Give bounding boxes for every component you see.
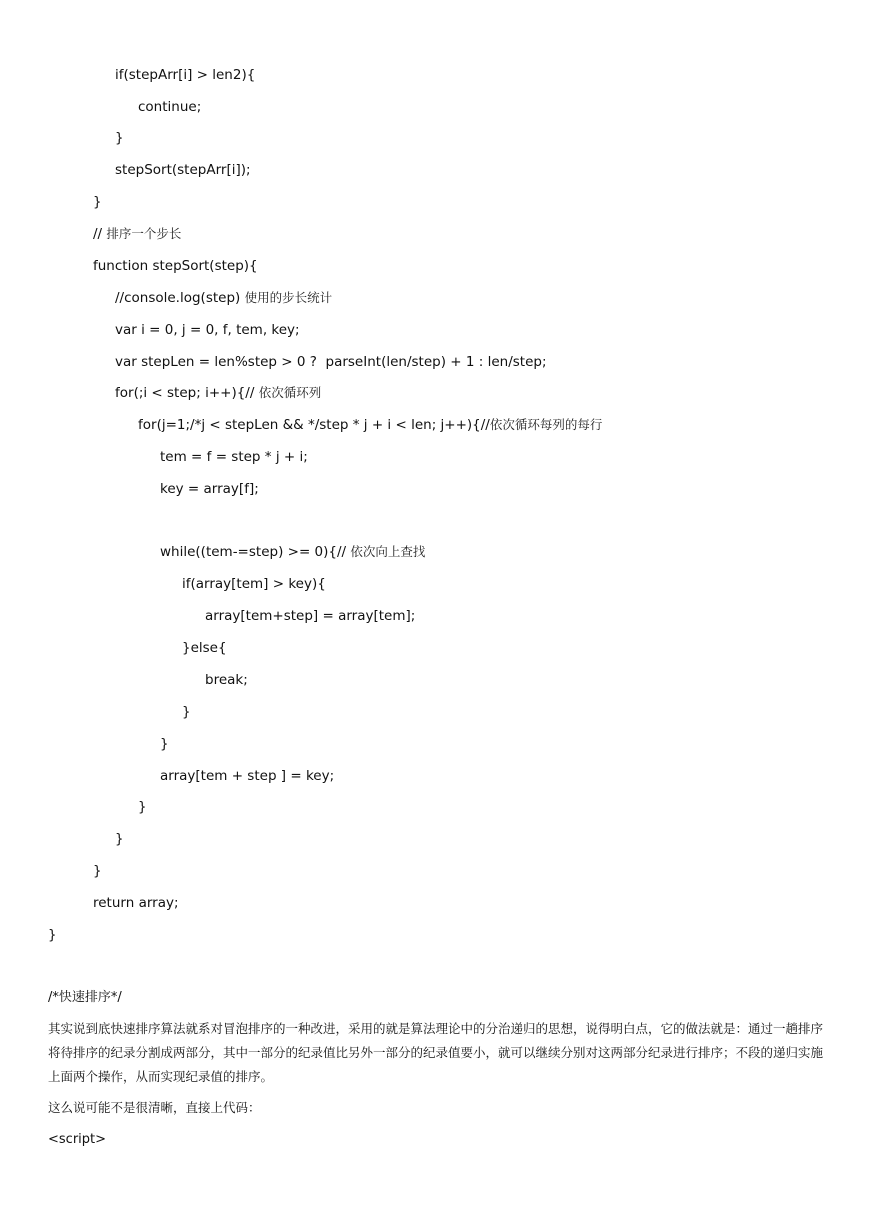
- code-line: continue;: [138, 99, 202, 115]
- code-line: array[tem + step ] = key;: [160, 768, 335, 784]
- code-line: key = array[f];: [160, 481, 259, 497]
- code-line: //console.log(step) 使用的步长统计: [115, 290, 333, 306]
- code-line: }: [115, 831, 124, 847]
- code-line: }: [93, 194, 102, 210]
- code-line: for(;i < step; i++){// 依次循环列: [115, 385, 322, 401]
- code-line: return array;: [93, 895, 179, 911]
- code-line: array[tem+step] = array[tem];: [205, 608, 416, 624]
- script-tag-line: <script>: [48, 1132, 107, 1147]
- code-line: function stepSort(step){: [93, 258, 258, 274]
- code-comment: 依次循环每列的每行: [489, 417, 603, 432]
- code-comment: 依次向上查找: [350, 544, 426, 559]
- code-comment: 排序一个步长: [106, 226, 182, 241]
- code-comment: 依次循环列: [258, 385, 322, 400]
- code-line: var i = 0, j = 0, f, tem, key;: [115, 322, 300, 338]
- section-paragraph: 其实说到底快速排序算法就系对冒泡排序的一种改进，采用的就是算法理论中的分治递归的思想，说得明白点，它的做法就是：通过一趟排序将待排序的纪录分割成两部分，其中一部分的纪录值比另外一部分的纪录值要小，就可以继续分别对这两部分纪录进行排序；不段的递归实施上面两个操作，从而实现纪录值的排序。: [48, 1021, 824, 1084]
- code-line: for(j=1;/*j < stepLen && */step * j + i < len; j++){//依次循环每列的每行: [138, 417, 603, 433]
- code-line: var stepLen = len%step > 0 ? parseInt(len/step) + 1 : len/step;: [115, 354, 547, 370]
- code-comment: 使用的步长统计: [244, 290, 333, 305]
- code-line: stepSort(stepArr[i]);: [115, 162, 251, 178]
- code-comment-line: // 排序一个步长: [93, 226, 182, 242]
- code-line: while((tem-=step) >= 0){// 依次向上查找: [160, 544, 426, 560]
- code-line: tem = f = step * j + i;: [160, 449, 308, 465]
- code-line: }: [115, 130, 124, 146]
- code-line: }: [160, 736, 169, 752]
- code-line: }: [182, 704, 191, 720]
- section-heading: /*快速排序*/: [48, 990, 122, 1005]
- code-line: }: [138, 799, 147, 815]
- code-line: }: [93, 863, 102, 879]
- code-line: if(stepArr[i] > len2){: [115, 67, 256, 83]
- code-line: break;: [205, 672, 248, 688]
- section-paragraph: 这么说可能不是很清晰，直接上代码：: [48, 1100, 261, 1115]
- code-line: }: [48, 927, 57, 943]
- code-line: }else{: [182, 640, 227, 656]
- code-line: if(array[tem] > key){: [182, 576, 326, 592]
